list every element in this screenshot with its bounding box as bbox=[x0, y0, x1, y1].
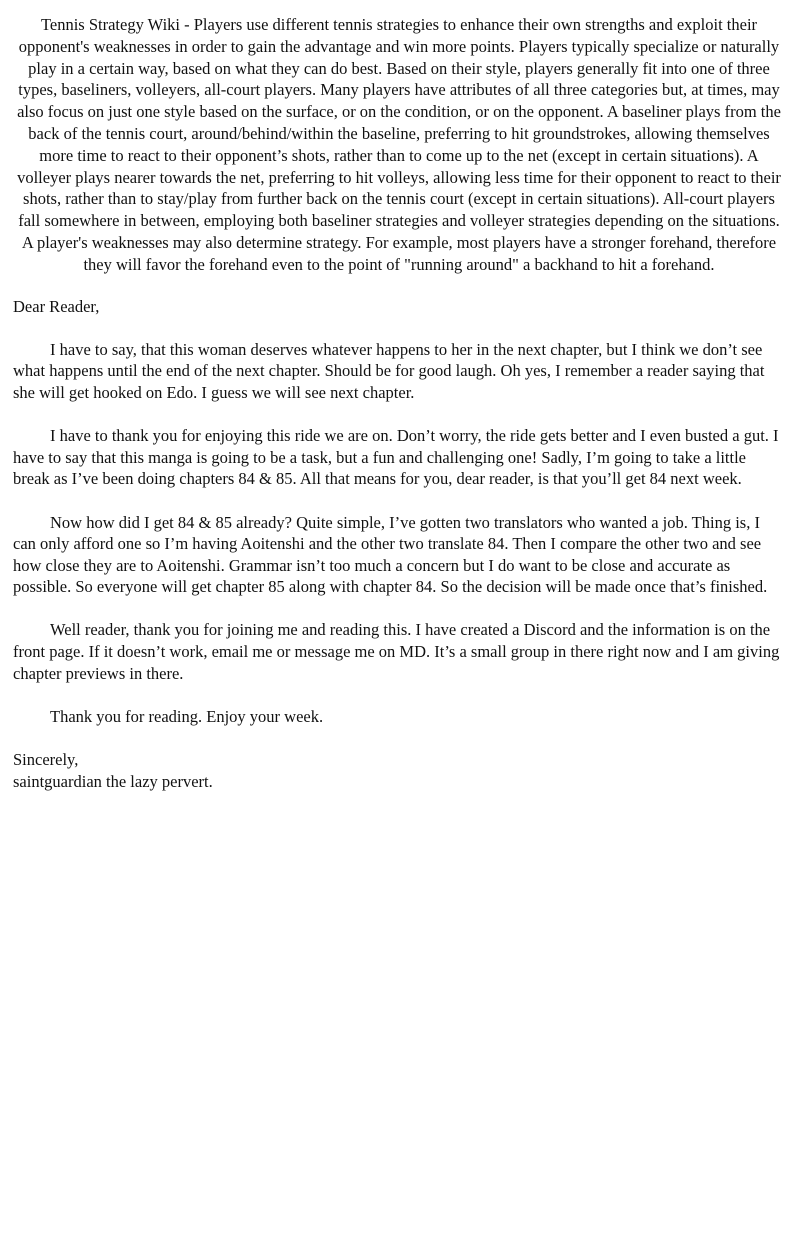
letter-closing: Sincerely, bbox=[13, 750, 79, 770]
document-page bbox=[13, 14, 785, 792]
letter-paragraph-2: I have to thank you for enjoying this ride we are on. Don’t worry, the ride gets better and I even busted a gut. I have to say that this manga is going to be a task, but a fun and challenging one! Sadly, I’m going to take a little break as I’ve been doing chapters 84 & 85. All that means for you, dear reader, is that you’ll get 84 next week. bbox=[13, 426, 779, 489]
letter-paragraph-3: Now how did I get 84 & 85 already? Quite simple, I’ve gotten two translators who wanted a job. Thing is, I can only afford one so I’m having Aoitenshi and the other two translate 84. Then I compare the other two and see how close they are to Aoitenshi. Grammar isn’t too much a concern but I do want to be close and accurate as possible. So everyone will get chapter 85 along with chapter 84. So the decision will be made once that’s finished. bbox=[13, 512, 768, 597]
letter-greeting: Dear Reader, bbox=[13, 296, 100, 316]
letter-signature: saintguardian the lazy pervert. bbox=[13, 771, 213, 791]
translator-letter bbox=[13, 296, 785, 793]
letter-paragraph-5: Thank you for reading. Enjoy your week. bbox=[50, 706, 324, 726]
tennis-strategy-intro: Tennis Strategy Wiki - Players use different tennis strategies to enhance their own strengths and exploit their opponent's weaknesses in order to gain the advantage and win more points. Players typically specialize or naturally play in a certain way, based on what they can do best. Based on their style, players generally fit into one of three types, baseliners, volleyers, all-court players. Many players have attributes of all three categories but, at times, may also focus on just one style based on the surface, or on the condition, or on the opponent. A baseliner plays from the back of the tennis court, around/behind/within the baseline, preferring to hit groundstrokes, allowing themselves more time to react to their opponent’s shots, rather than to come up to the net (except in certain situations). A volleyer plays nearer towards the net, preferring to hit volleys, allowing less time for their opponent to react to their shots, rather than to stay/play from further back on the tennis court (except in certain situations). All-court players fall somewhere in between, employing both baseliner strategies and volleyer strategies depending on the situations. A player's weaknesses may also determine strategy. For example, most players have a stronger forehand, therefore they will favor the forehand even to the point of "running around" a backhand to hit a forehand. bbox=[17, 15, 781, 274]
letter-paragraph-4: Well reader, thank you for joining me and reading this. I have created a Discord and the information is on the front page. If it doesn’t work, email me or message me on MD. It’s a small group in there right now and I am giving chapter previews in there. bbox=[13, 620, 780, 683]
letter-paragraph-1: I have to say, that this woman deserves whatever happens to her in the next chapter, but I think we don’t see what happens until the end of the next chapter. Should be for good laugh. Oh yes, I remember a reader saying that she will get hooked on Edo. I guess we will see next chapter. bbox=[13, 339, 765, 402]
